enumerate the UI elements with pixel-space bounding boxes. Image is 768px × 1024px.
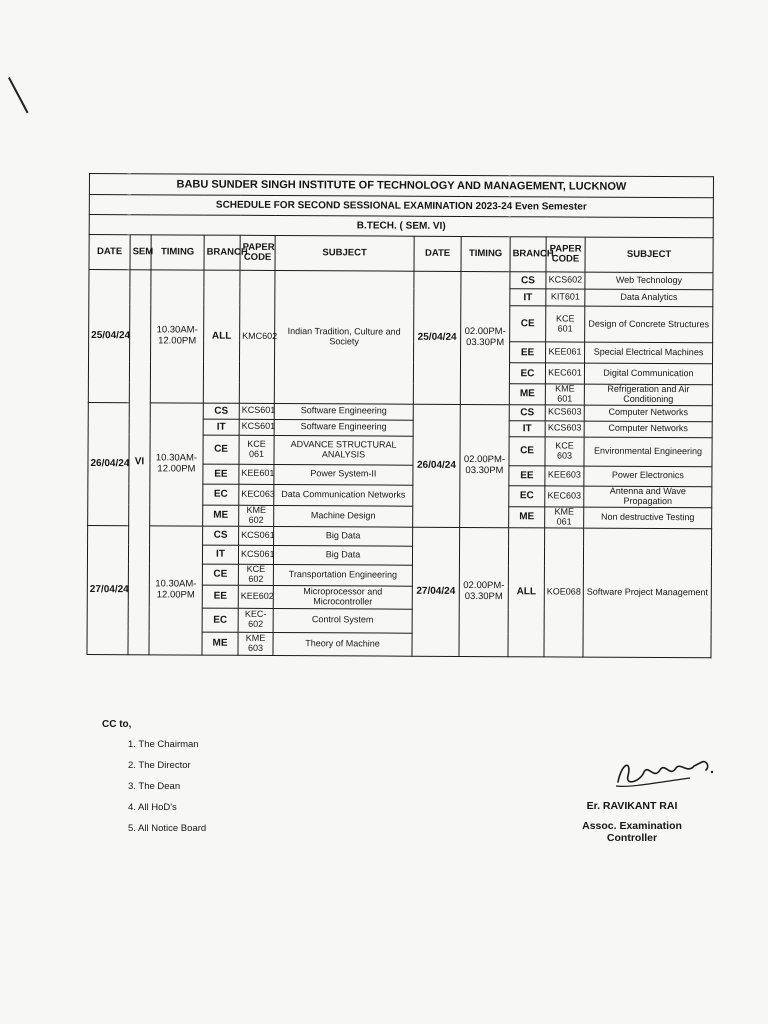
paper-code: KEC063 <box>239 484 274 505</box>
paper-code: KEC603 <box>545 486 584 507</box>
paper-code: KOE068 <box>544 527 584 656</box>
branch: CE <box>203 435 239 464</box>
paper-code: KMC602 <box>239 270 275 403</box>
paper-code: KCS601 <box>239 403 274 419</box>
table-row <box>88 402 712 421</box>
paper-code: KCS061 <box>238 545 273 564</box>
paper-code: KCE 601 <box>546 306 585 342</box>
paper-code: KEC-602 <box>238 608 273 632</box>
header-date: DATE <box>89 235 130 270</box>
signatory-name: Er. RAVIKANT RAI <box>586 800 678 812</box>
semester: VI <box>128 270 151 655</box>
cc-item: 1. The Chairman <box>128 739 199 750</box>
subject: Big Data <box>273 545 412 565</box>
branch: ALL <box>203 270 240 403</box>
subject: Web Technology <box>585 272 713 290</box>
subject: Computer Networks <box>584 421 712 438</box>
pen-mark <box>8 77 29 113</box>
header-paper-code: PAPER CODE <box>240 235 275 270</box>
paper-code: KEE602 <box>238 585 273 608</box>
exam-date: 25/04/24 <box>413 271 461 404</box>
branch: EC <box>203 484 239 505</box>
exam-date: 26/04/24 <box>413 404 461 527</box>
cc-label: CC to, <box>102 719 132 730</box>
paper-code: KME 601 <box>545 384 584 405</box>
signatory-block <box>572 800 692 844</box>
branch: ALL <box>508 527 545 656</box>
branch: CS <box>203 403 239 419</box>
header-branch: BRANCH <box>510 237 546 272</box>
exam-date: 27/04/24 <box>87 525 129 654</box>
column-headers <box>89 235 713 273</box>
branch: CS <box>510 272 546 289</box>
branch: EC <box>509 485 545 506</box>
subject: Antenna and Wave Propagation <box>584 486 712 508</box>
subject: Data Communication Networks <box>274 484 413 506</box>
exam-timing: 02.00PM-03.30PM <box>460 404 510 527</box>
branch: IT <box>202 545 238 564</box>
paper-code: KCS602 <box>546 272 585 289</box>
exam-timing: 10.30AM-12.00PM <box>150 270 204 403</box>
header-sem: SEM <box>130 235 151 270</box>
header-date: DATE <box>414 236 461 271</box>
cc-list <box>128 739 206 844</box>
program-title: B.TECH. ( SEM. VI) <box>89 215 713 238</box>
exam-timing: 02.00PM-03.30PM <box>460 271 510 404</box>
exam-timing: 10.30AM-12.00PM <box>150 403 204 526</box>
subject: Digital Communication <box>584 363 712 385</box>
subject: Computer Networks <box>584 405 712 422</box>
paper-code: KME 602 <box>239 505 274 526</box>
subject: Environmental Engineering <box>584 437 712 467</box>
branch: EC <box>509 363 545 384</box>
paper-code: KCS601 <box>239 419 274 435</box>
exam-date: 26/04/24 <box>88 402 130 525</box>
header-timing: TIMING <box>461 236 510 271</box>
schedule-table-wrap <box>86 173 713 658</box>
branch: ME <box>203 505 239 526</box>
header-subject: SUBJECT <box>275 235 414 271</box>
branch: ME <box>202 632 238 655</box>
branch: IT <box>510 289 546 306</box>
paper-code: KEC601 <box>545 363 584 384</box>
paper-code: KIT601 <box>546 289 585 306</box>
exam-timing: 02.00PM-03.30PM <box>459 527 509 656</box>
exam-date: 25/04/24 <box>88 270 130 403</box>
subject: Design of Concrete Structures <box>585 306 713 343</box>
branch: ME <box>509 384 545 405</box>
branch: CE <box>509 436 545 465</box>
paper-code: KCE 602 <box>238 564 273 585</box>
subject: ADVANCE STRUCTURAL ANALYSIS <box>274 435 413 465</box>
subject: Control System <box>273 608 412 633</box>
subject: Machine Design <box>274 505 413 527</box>
paper-code: KCS603 <box>545 421 584 437</box>
subject: Software Engineering <box>274 403 413 420</box>
cc-item: 2. The Director <box>128 760 191 771</box>
paper-code: KCE 061 <box>239 435 274 464</box>
signatory-title: Assoc. Examination Controller <box>582 820 682 844</box>
exam-timing: 10.30AM-12.00PM <box>149 525 203 654</box>
subject: Power System-II <box>274 464 413 485</box>
institute-name: BABU SUNDER SINGH INSTITUTE OF TECHNOLOGY AND MANAGEMENT, LUCKNOW <box>89 174 713 198</box>
subject: Power Electronics <box>584 466 712 487</box>
branch: EC <box>202 608 238 632</box>
cc-item: 5. All Notice Board <box>128 823 207 834</box>
branch: EE <box>509 465 545 485</box>
paper-code: KME 061 <box>545 507 584 528</box>
subject: Software Project Management <box>583 528 712 658</box>
branch: EE <box>202 585 238 608</box>
paper-code: KEE061 <box>546 342 585 363</box>
schedule-table <box>86 173 714 658</box>
branch: IT <box>203 419 239 435</box>
paper-code: KCS603 <box>545 405 584 421</box>
branch: EE <box>203 464 239 484</box>
cc-item: 4. All HoD's <box>128 802 177 813</box>
handwritten-signature <box>610 752 720 797</box>
paper-code: KEE603 <box>545 466 584 486</box>
table-row <box>89 270 713 290</box>
branch: CE <box>202 564 238 585</box>
branch: CS <box>203 526 239 545</box>
subject: Microprocessor and Microcontroller <box>273 585 412 609</box>
subject: Data Analytics <box>585 289 713 307</box>
branch: IT <box>509 420 545 436</box>
branch: ME <box>509 506 545 527</box>
subject: Theory of Machine <box>273 632 412 656</box>
paper-code: KCS061 <box>239 526 274 545</box>
subject: Transportation Engineering <box>273 564 412 586</box>
table-row <box>88 525 712 547</box>
header-branch: BRANCH <box>204 235 240 270</box>
subject: Big Data <box>274 526 413 546</box>
cc-item: 3. The Dean <box>128 781 181 792</box>
header-paper-code: PAPER CODE <box>546 237 585 272</box>
subject: Non destructive Testing <box>584 507 712 528</box>
paper-code: KCE 603 <box>545 437 584 466</box>
header-subject: SUBJECT <box>585 237 713 273</box>
branch: CS <box>509 404 545 420</box>
subject: Software Engineering <box>274 419 413 436</box>
subject: Refrigeration and Air Conditioning <box>584 384 712 405</box>
subject: Special Electrical Machines <box>585 342 713 364</box>
subject: Indian Tradition, Culture and Society <box>274 270 414 404</box>
paper-code: KEE601 <box>239 464 274 484</box>
exam-date: 27/04/24 <box>412 527 460 656</box>
schedule-title: SCHEDULE FOR SECOND SESSIONAL EXAMINATION 2023-24 Even Semester <box>89 195 713 218</box>
branch: CE <box>510 306 546 342</box>
header-timing: TIMING <box>151 235 204 270</box>
branch: EE <box>510 342 546 363</box>
paper-code: KME 603 <box>238 632 273 655</box>
